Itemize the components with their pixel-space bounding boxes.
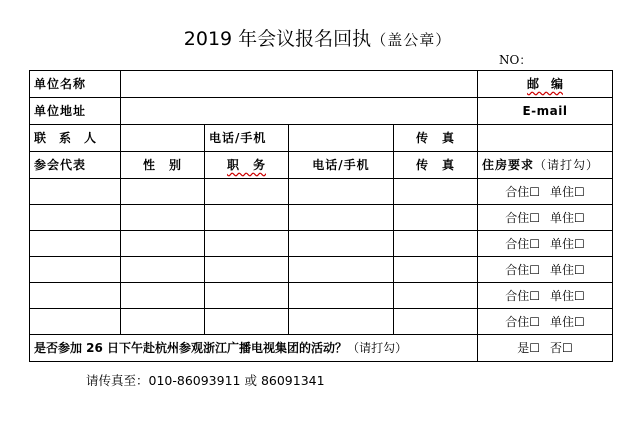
shared-room-checkbox[interactable]: 合住☐ (505, 262, 540, 277)
visit-question-text: 是否参加 26 日下午赴杭州参观浙江广播电视集团的活动？ (34, 341, 348, 355)
single-room-checkbox[interactable]: 单住☐ (550, 314, 585, 329)
field-phone[interactable] (289, 205, 394, 231)
field-delegate[interactable] (30, 309, 121, 335)
field-phone[interactable] (289, 257, 394, 283)
field-gender[interactable] (121, 179, 205, 205)
visit-question (30, 335, 478, 362)
serial-number-label: NO： (499, 53, 532, 67)
shared-room-checkbox[interactable]: 合住☐ (505, 288, 540, 303)
field-position[interactable] (205, 179, 289, 205)
label-unit-address: 单位地址 (30, 98, 121, 125)
label-phone-mobile: 电话/手机 (205, 125, 289, 152)
field-gender[interactable] (121, 231, 205, 257)
field-fax[interactable] (394, 257, 478, 283)
label-delegate: 参会代表 (30, 152, 121, 179)
shared-room-checkbox[interactable]: 合住☐ (505, 184, 540, 199)
field-phone[interactable] (289, 283, 394, 309)
table-row (30, 231, 613, 257)
field-delegate[interactable] (30, 231, 121, 257)
label-gender: 性 别 (121, 152, 205, 179)
lodging-choice (478, 283, 613, 309)
field-delegate[interactable] (30, 205, 121, 231)
field-phone[interactable] (289, 231, 394, 257)
field-phone[interactable] (289, 309, 394, 335)
row-delegate-header (30, 152, 613, 179)
field-fax[interactable] (394, 205, 478, 231)
field-gender[interactable] (121, 283, 205, 309)
label-unit-name: 单位名称 (30, 71, 121, 98)
shared-room-checkbox[interactable]: 合住☐ (505, 210, 540, 225)
field-delegate[interactable] (30, 283, 121, 309)
field-position[interactable] (205, 231, 289, 257)
label-contact: 联系人 (30, 125, 121, 152)
visit-question-hint: （请打勾） (347, 341, 408, 355)
fax-instruction: 请传真至：010-86093911 或 86091341 (86, 373, 325, 388)
field-unit-name[interactable] (121, 71, 478, 98)
single-room-checkbox[interactable]: 单住☐ (550, 262, 585, 277)
field-unit-address[interactable] (121, 98, 478, 125)
visit-choice (478, 335, 613, 362)
form-title (0, 26, 635, 53)
row-unit-name (30, 71, 613, 98)
field-gender[interactable] (121, 309, 205, 335)
shared-room-checkbox[interactable]: 合住☐ (505, 314, 540, 329)
label-email: E-mail (478, 98, 613, 125)
form-title-main: 2019 年会议报名回执 (183, 28, 372, 50)
label-phone-mobile-2: 电话/手机 (289, 152, 394, 179)
field-position[interactable] (205, 257, 289, 283)
label-postcode: 邮 编 (478, 71, 613, 98)
row-visit-question (30, 335, 613, 362)
visit-no-checkbox[interactable]: 否☐ (550, 341, 573, 355)
field-delegate[interactable] (30, 257, 121, 283)
lodging-choice (478, 205, 613, 231)
table-row (30, 179, 613, 205)
table-row (30, 257, 613, 283)
table-row (30, 309, 613, 335)
label-lodging: 住房要求（请打勾） (478, 152, 613, 179)
field-position[interactable] (205, 283, 289, 309)
field-gender[interactable] (121, 205, 205, 231)
row-contact (30, 125, 613, 152)
label-position: 职 务 (205, 152, 289, 179)
lodging-choice (478, 309, 613, 335)
field-fax[interactable] (478, 125, 613, 152)
single-room-checkbox[interactable]: 单住☐ (550, 288, 585, 303)
field-position[interactable] (205, 309, 289, 335)
single-room-checkbox[interactable]: 单住☐ (550, 184, 585, 199)
table-row (30, 205, 613, 231)
field-gender[interactable] (121, 257, 205, 283)
lodging-choice (478, 179, 613, 205)
shared-room-checkbox[interactable]: 合住☐ (505, 236, 540, 251)
field-contact[interactable] (121, 125, 205, 152)
field-fax[interactable] (394, 309, 478, 335)
single-room-checkbox[interactable]: 单住☐ (550, 210, 585, 225)
lodging-choice (478, 231, 613, 257)
label-fax-2: 传 真 (394, 152, 478, 179)
label-fax: 传 真 (394, 125, 478, 152)
field-position[interactable] (205, 205, 289, 231)
form-title-seal: （盖公章） (371, 31, 452, 49)
field-fax[interactable] (394, 283, 478, 309)
field-fax[interactable] (394, 231, 478, 257)
visit-yes-checkbox[interactable]: 是☐ (517, 341, 540, 355)
lodging-choice (478, 257, 613, 283)
field-phone[interactable] (289, 179, 394, 205)
field-fax[interactable] (394, 179, 478, 205)
field-delegate[interactable] (30, 179, 121, 205)
row-unit-address (30, 98, 613, 125)
registration-form-table (29, 70, 613, 362)
single-room-checkbox[interactable]: 单住☐ (550, 236, 585, 251)
label-lodging-hint: （请打勾） (534, 158, 600, 172)
table-row (30, 283, 613, 309)
field-phone-mobile[interactable] (289, 125, 394, 152)
